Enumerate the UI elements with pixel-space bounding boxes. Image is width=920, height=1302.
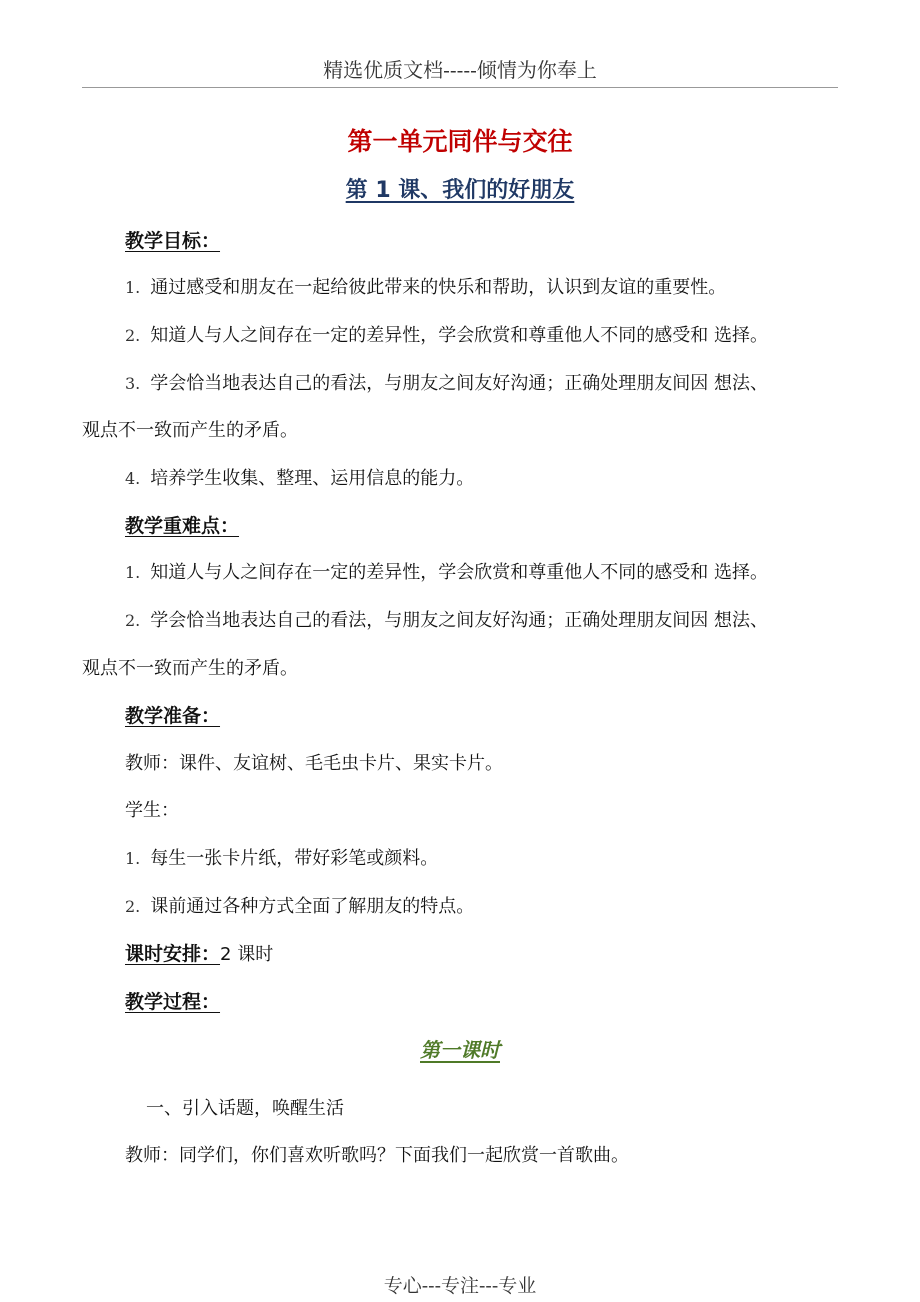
process-teacher-line: 教师：同学们，你们喜欢听歌吗？下面我们一起欣赏一首歌曲。	[125, 1145, 629, 1166]
preparation-teacher: 教师：课件、友谊树、毛毛虫卡片、果实卡片。	[125, 753, 503, 774]
item-number: 1.	[125, 563, 141, 582]
objective-item-2	[125, 321, 768, 347]
item-text: 学会恰当地表达自己的看法，与朋友之间友好沟通；正确处理朋友间因 想法、	[150, 373, 768, 394]
item-text: 知道人与人之间存在一定的差异性，学会欣赏和尊重他人不同的感受和 选择。	[150, 325, 768, 346]
item-number: 1.	[125, 849, 141, 868]
objective-item-3	[125, 369, 768, 395]
schedule-value: 2 课时	[220, 944, 274, 965]
item-number: 4.	[125, 469, 141, 488]
preparation-item-1	[125, 844, 438, 870]
item-text: 课前通过各种方式全面了解朋友的特点。	[150, 896, 475, 917]
key-point-item-2	[125, 606, 768, 632]
lesson-title-text: 第 1 课、我们的好朋友	[345, 178, 575, 203]
page-header: 精选优质文档-----倾情为你奉上	[323, 58, 597, 82]
item-text: 知道人与人之间存在一定的差异性，学会欣赏和尊重他人不同的感受和 选择。	[150, 562, 768, 583]
page-footer: 专心---专注---专业	[383, 1275, 537, 1297]
process-section-1: 一、引入话题，唤醒生活	[146, 1098, 344, 1119]
item-number: 2.	[125, 897, 141, 916]
item-text: 通过感受和朋友在一起给彼此带来的快乐和帮助，认识到友谊的重要性。	[150, 277, 727, 298]
key-point-item-1	[125, 558, 768, 584]
key-point-item-2-continued: 观点不一致而产生的矛盾。	[82, 658, 298, 679]
item-number: 2.	[125, 611, 141, 630]
schedule-heading: 课时安排：	[125, 943, 221, 965]
item-number: 3.	[125, 374, 141, 393]
item-text: 学会恰当地表达自己的看法，与朋友之间友好沟通；正确处理朋友间因 想法、	[150, 610, 768, 631]
process-heading: 教学过程：	[125, 991, 221, 1013]
objectives-heading: 教学目标：	[125, 230, 221, 252]
key-points-heading: 教学重难点：	[125, 515, 240, 537]
lesson-title	[0, 173, 920, 204]
header-rule	[82, 87, 838, 88]
objective-item-4	[125, 464, 474, 490]
item-text: 培养学生收集、整理、运用信息的能力。	[150, 468, 475, 489]
preparation-student-label: 学生：	[125, 800, 179, 821]
session-title-text: 第一课时	[420, 1038, 500, 1062]
preparation-heading: 教学准备：	[125, 705, 221, 727]
session-title	[0, 1034, 920, 1063]
item-number: 2.	[125, 326, 141, 345]
objective-item-3-continued: 观点不一致而产生的矛盾。	[82, 420, 298, 441]
schedule-line	[125, 939, 273, 966]
item-text: 每生一张卡片纸，带好彩笔或颜料。	[150, 848, 439, 869]
unit-title: 第一单元同伴与交往	[347, 127, 573, 156]
objective-item-1	[125, 273, 726, 299]
item-number: 1.	[125, 278, 141, 297]
preparation-item-2	[125, 892, 474, 918]
